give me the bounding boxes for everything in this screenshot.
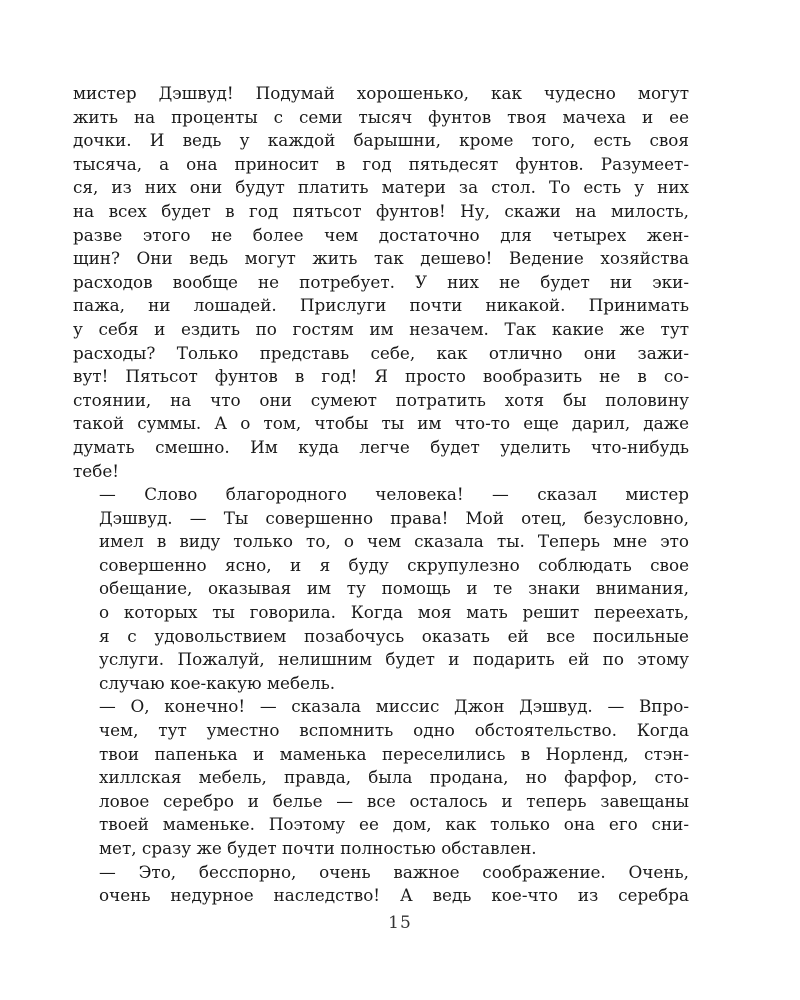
- text-line: — Это, бесспорно, очень важное соображение. Очень,: [99, 861, 689, 882]
- text-line: имел в виду только то, о чем сказала ты. Теперь мне это: [99, 531, 689, 552]
- text-line: обещание, оказывая им ту помощь и те знаки внимания,: [99, 578, 689, 599]
- text-line: на всех будет в год пятьсот фунтов! Ну, скажи на милость,: [73, 200, 689, 221]
- text-line: услуги. Пожалуй, нелишним будет и подарить ей по этому: [99, 649, 689, 670]
- paragraph: [73, 82, 689, 483]
- text-line: вут! Пятьсот фунтов в год! Я просто вообразить не в со-: [73, 366, 689, 387]
- page-number: 15: [388, 913, 412, 933]
- text-line: мет, сразу же будет почти полностью обставлен.: [99, 838, 537, 858]
- text-line: — Слово благородного человека! — сказал мистер: [99, 484, 689, 505]
- text-line: ловое серебро и белье — все осталось и теперь завещаны: [99, 790, 689, 811]
- text-line: жить на проценты с семи тысяч фунтов твоя мачеха и ее: [73, 106, 689, 127]
- text-line: очень недурное наследство! А ведь кое-что из серебра: [99, 885, 689, 906]
- text-line: разве этого не более чем достаточно для четырех жен-: [73, 224, 689, 245]
- text-line: думать смешно. Им куда легче будет уделить что-нибудь: [73, 436, 689, 457]
- paragraph: [73, 695, 689, 860]
- text-line: мистер Дэшвуд! Подумай хорошенько, как чудесно могут: [73, 83, 689, 103]
- paragraph: [73, 483, 689, 695]
- text-line: совершенно ясно, и я буду скрупулезно соблюдать свое: [99, 554, 689, 575]
- text-line: ся, из них они будут платить матери за стол. То есть у них: [73, 177, 689, 198]
- text-line: хиллская мебель, правда, была продана, но фарфор, сто-: [99, 767, 689, 788]
- text-line: твои папенька и маменька переселились в Норленд, стэн-: [99, 743, 689, 764]
- text-line: расходы? Только представь себе, как отлично они зажи-: [73, 342, 689, 363]
- text-line: чем, тут уместно вспомнить одно обстоятельство. Когда: [99, 720, 689, 741]
- text-line: я с удовольствием позабочусь оказать ей все посильные: [99, 625, 689, 646]
- text-line: дочки. И ведь у каждой барышни, кроме того, есть своя: [73, 130, 689, 151]
- text-line: о которых ты говорила. Когда моя мать решит переехать,: [99, 602, 689, 623]
- paragraph: [73, 861, 689, 908]
- text-line: — О, конечно! — сказала миссис Джон Дэшвуд. — Впро-: [99, 696, 689, 717]
- text-line: тысяча, а она приносит в год пятьдесят фунтов. Разумеет-: [73, 153, 689, 174]
- text-line: стоянии, на что они сумеют потратить хотя бы половину: [73, 389, 689, 410]
- text-line: твоей маменьке. Поэтому ее дом, как только она его сни-: [99, 814, 689, 835]
- text-line: Дэшвуд. — Ты совершенно права! Мой отец, безусловно,: [99, 507, 689, 528]
- body-text: [73, 82, 689, 908]
- text-line: у себя и ездить по гостям им незачем. Так какие же тут: [73, 318, 689, 339]
- text-line: расходов вообще не потребует. У них не будет ни эки-: [73, 271, 689, 292]
- text-line: пажа, ни лошадей. Прислуги почти никакой. Принимать: [73, 295, 689, 316]
- text-line: щин? Они ведь могут жить так дешево! Ведение хозяйства: [73, 248, 689, 269]
- text-line: случаю кое-какую мебель.: [99, 672, 336, 693]
- text-line: тебе!: [73, 460, 119, 481]
- text-line: такой суммы. А о том, чтобы ты им что-то еще дарил, даже: [73, 413, 689, 434]
